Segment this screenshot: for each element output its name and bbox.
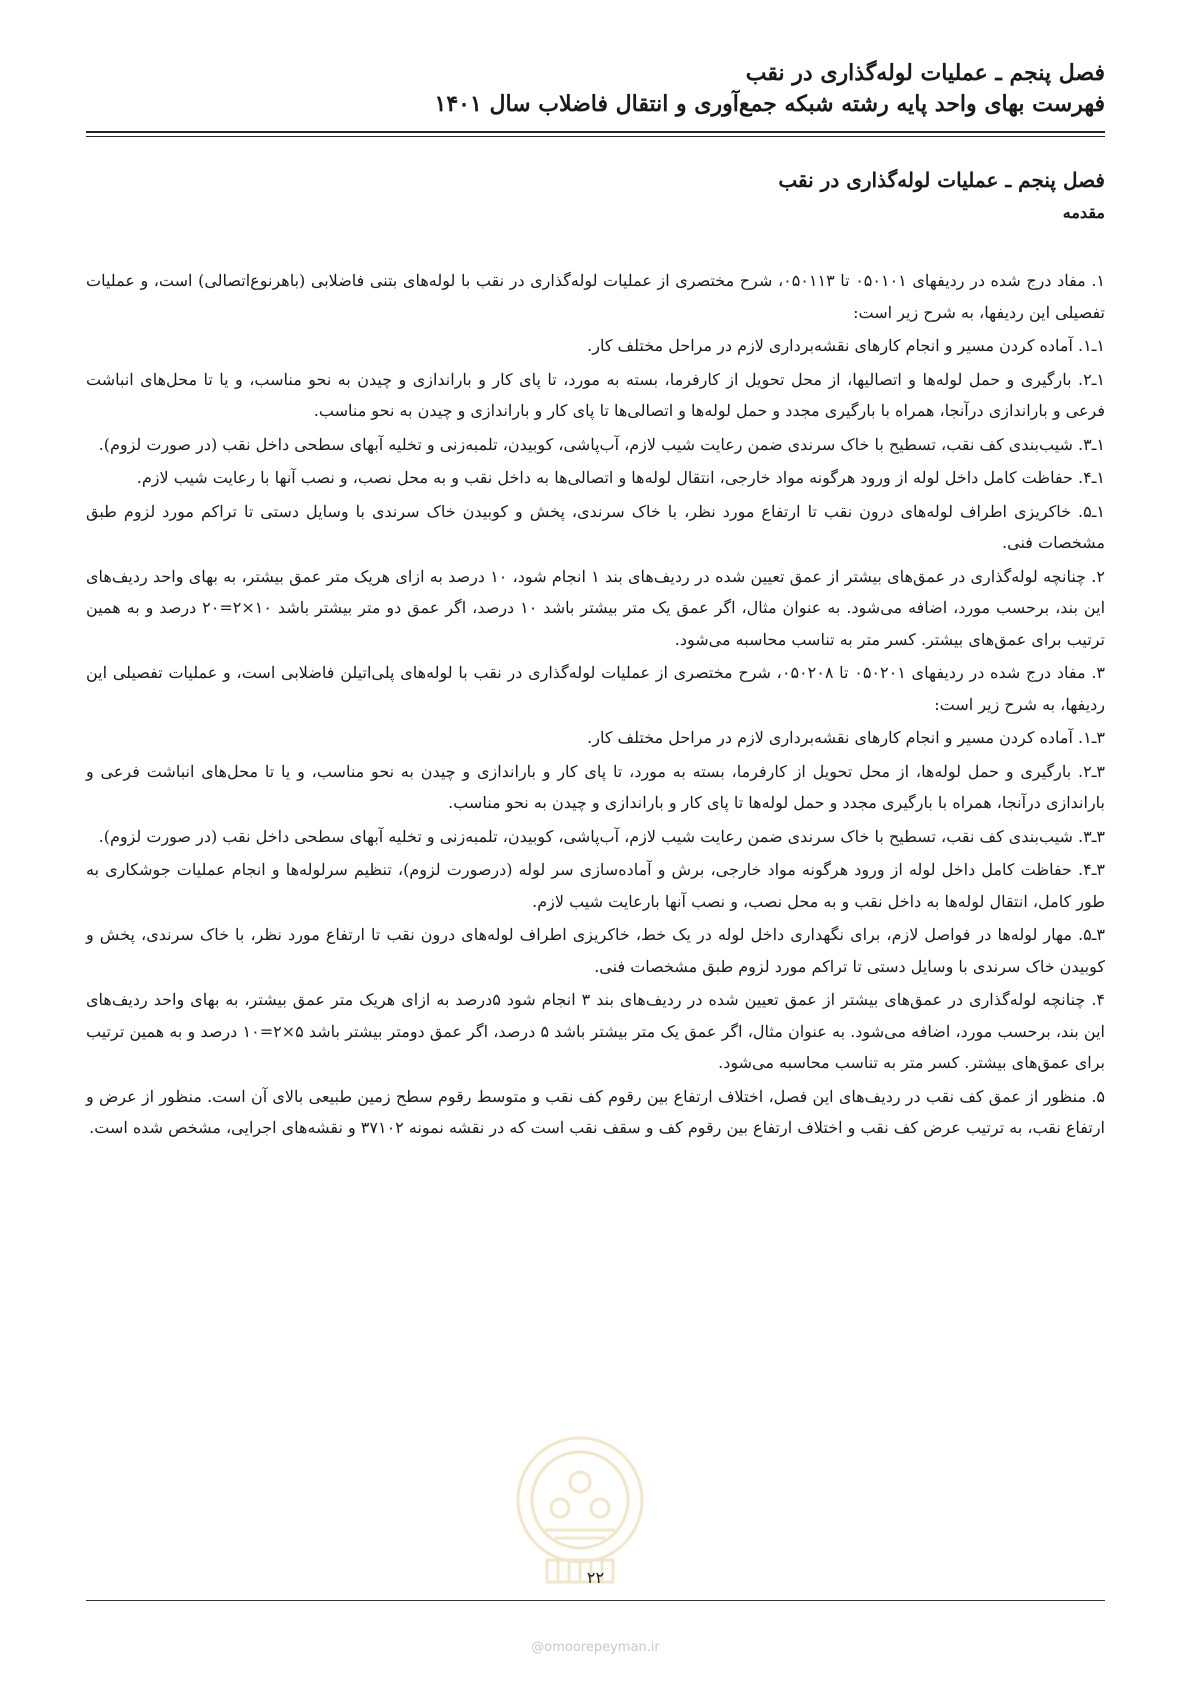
paragraph: ۳ـ۲. بارگیری و حمل لوله‌ها، از محل تحویل از کارفرما، بسته به مورد، تا پای کار و باراندازی و چیدن به نحو مناسب، و یا تا محل‌های انباشت فرعی و باراندازی درآنجا، همراه با بارگیری مجدد و حمل لوله‌ها تا پای کار و باراندازی و چیدن به نحو مناسب. <box>86 761 1105 812</box>
website-watermark: @omoorepeyman.ir <box>531 1640 660 1655</box>
header-rule <box>86 131 1105 133</box>
paragraph: ۱ـ۳. شیب‌بندی کف نقب، تسطیح با خاک سرندی ضمن رعایت شیب لازم، آب‌پاشی، کوبیدن، تلمبه‌زنی و تخلیه آبهای سطحی داخل نقب (در صورت لزوم). <box>98 434 1105 454</box>
page-number: ۲۲ <box>586 1568 605 1587</box>
paragraph: ۱ـ۱. آماده کردن مسیر و انجام کارهای نقشه‌برداری لازم در مراحل مختلف کار. <box>587 336 1105 355</box>
watermark-seal-icon <box>505 1420 655 1590</box>
paragraph: ۱ـ۵. خاکریزی اطراف لوله‌های درون نقب تا ارتفاع مورد نظر، با خاک سرندی، پخش و کوبیدن خاک سرندی با وسایل دستی تا تراکم مورد لزوم طبق مشخصات فنی. <box>86 501 1105 552</box>
paragraph: ۳ـ۱. آماده کردن مسیر و انجام کارهای نقشه‌برداری لازم در مراحل مختلف کار. <box>587 728 1105 747</box>
paragraph: ۲. چنانچه لوله‌گذاری در عمق‌های بیشتر از عمق تعیین شده در ردیف‌های بند ۱ انجام شود، ۱۰ درصد به ازای هریک متر عمق بیشتر، به بهای واحد ردیف‌های این بند، برحسب مورد، اضافه می‌شود. به عنوان مثال، اگر عمق یک متر بیشتر باشد ۱۰ درصد، اگر عمق دو متر بیشتر باشد ۱۰×۲=۲۰ درصد و به همین ترتیب برای عمق‌های بیشتر. کسر متر به تناسب محاسبه می‌شود. <box>86 566 1106 649</box>
paragraph: ۱ـ۲. بارگیری و حمل لوله‌ها و اتصالیها، از محل تحویل از کارفرما، بسته به مورد، تا پای کار و باراندازی و چیدن به نحو مناسب، و یا تا محل‌های انباشت فرعی و باراندازی درآنجا، همراه با بارگیری مجدد و حمل لوله‌ها و اتصالی‌ها تا پای کار و باراندازی و چیدن به نحو مناسب. <box>86 369 1105 420</box>
section-title: فصل پنجم ـ عملیات لوله‌گذاری در نقب <box>778 168 1105 192</box>
header-rule-thin <box>86 136 1105 137</box>
paragraph: ۳ـ۳. شیب‌بندی کف نقب، تسطیح با خاک سرندی ضمن رعایت شیب لازم، آب‌پاشی، کوبیدن، تلمبه‌زنی و تخلیه آبهای سطحی داخل نقب (در صورت لزوم). <box>98 826 1105 846</box>
footer-rule <box>86 1600 1105 1601</box>
paragraph: ۳ـ۵. مهار لوله‌ها در فواصل لازم، برای نگهداری داخل لوله در یک خط، خاکریزی اطراف لوله‌های درون نقب تا ارتفاع مورد نظر، با خاک سرندی، پخش و کوبیدن خاک سرندی با وسایل دستی تا تراکم مورد لزوم طبق مشخصات فنی. <box>86 925 1105 976</box>
paragraph: ۱ـ۴. حفاظت کامل داخل لوله از ورود هرگونه مواد خارجی، انتقال لوله‌ها و اتصالی‌ها به داخل نقب و به محل نصب، و نصب آنها با رعایت شیب لازم. <box>136 468 1105 487</box>
paragraph: ۴. چنانچه لوله‌گذاری در عمق‌های بیشتر از عمق تعیین شده در ردیف‌های بند ۳ انجام شود ۵درصد به ازای هریک متر عمق بیشتر، به بهای واحد ردیف‌های این بند، برحسب مورد، اضافه می‌شود. به عنوان مثال، اگر عمق یک متر بیشتر باشد ۵ درصد، اگر عمق دومتر بیشتر باشد ۵×۲=۱۰ درصد و به همین ترتیب برای عمق‌های بیشتر. کسر متر به تناسب محاسبه می‌شود. <box>86 990 1105 1072</box>
paragraph: ۵. منظور از عمق کف نقب در ردیف‌های این فصل، اختلاف ارتفاع بین رقوم کف نقب و متوسط رقوم سطح زمین طبیعی بالای آن است. منظور از عرض و ارتفاع نقب، به ترتیب عرض کف نقب و اختلاف ارتفاع بین رقوم کف و سقف نقب است که در نقشه نمونه ۳۷۱۰۲ و نقشه‌های اجرایی، مشخص شده است. <box>86 1086 1106 1137</box>
header-chapter-title: فصل پنجم ـ عملیات لوله‌گذاری در نقب <box>745 60 1105 86</box>
body-text <box>86 265 1105 1146</box>
paragraph: ۳ـ۴. حفاظت کامل داخل لوله از ورود هرگونه مواد خارجی، برش و آماده‌سازی سر لوله (درصورت لزوم)، تنظیم سرلوله‌ها و انجام عملیات جوشکاری به طور کامل، انتقال لوله‌ها به داخل نقب و به محل نصب، و نصب آنها بارعایت شیب لازم. <box>86 860 1105 911</box>
section-subtitle: مقدمه <box>1062 203 1105 222</box>
header-document-title: فهرست بهای واحد پایه رشته شبکه جمع‌آوری و انتقال فاضلاب سال ۱۴۰۱ <box>434 91 1105 117</box>
page-header <box>86 58 1105 120</box>
paragraph: ۱. مفاد درج شده در ردیفهای ۰۵۰۱۰۱ تا ۰۵۰۱۱۳، شرح مختصری از عملیات لوله‌گذاری در نقب با لوله‌های بتنی فاضلابی (باهرنوع‌اتصالی) است، و عملیات تفصیلی این ردیفها، به شرح زیر است: <box>86 271 1106 322</box>
paragraph: ۳. مفاد درج شده در ردیفهای ۰۵۰۲۰۱ تا ۰۵۰۲۰۸، شرح مختصری از عملیات لوله‌گذاری در نقب با لوله‌های پلی‌اتیلن فاضلابی است، و عملیات تفصیلی این ردیفها، به شرح زیر است: <box>86 663 1106 714</box>
